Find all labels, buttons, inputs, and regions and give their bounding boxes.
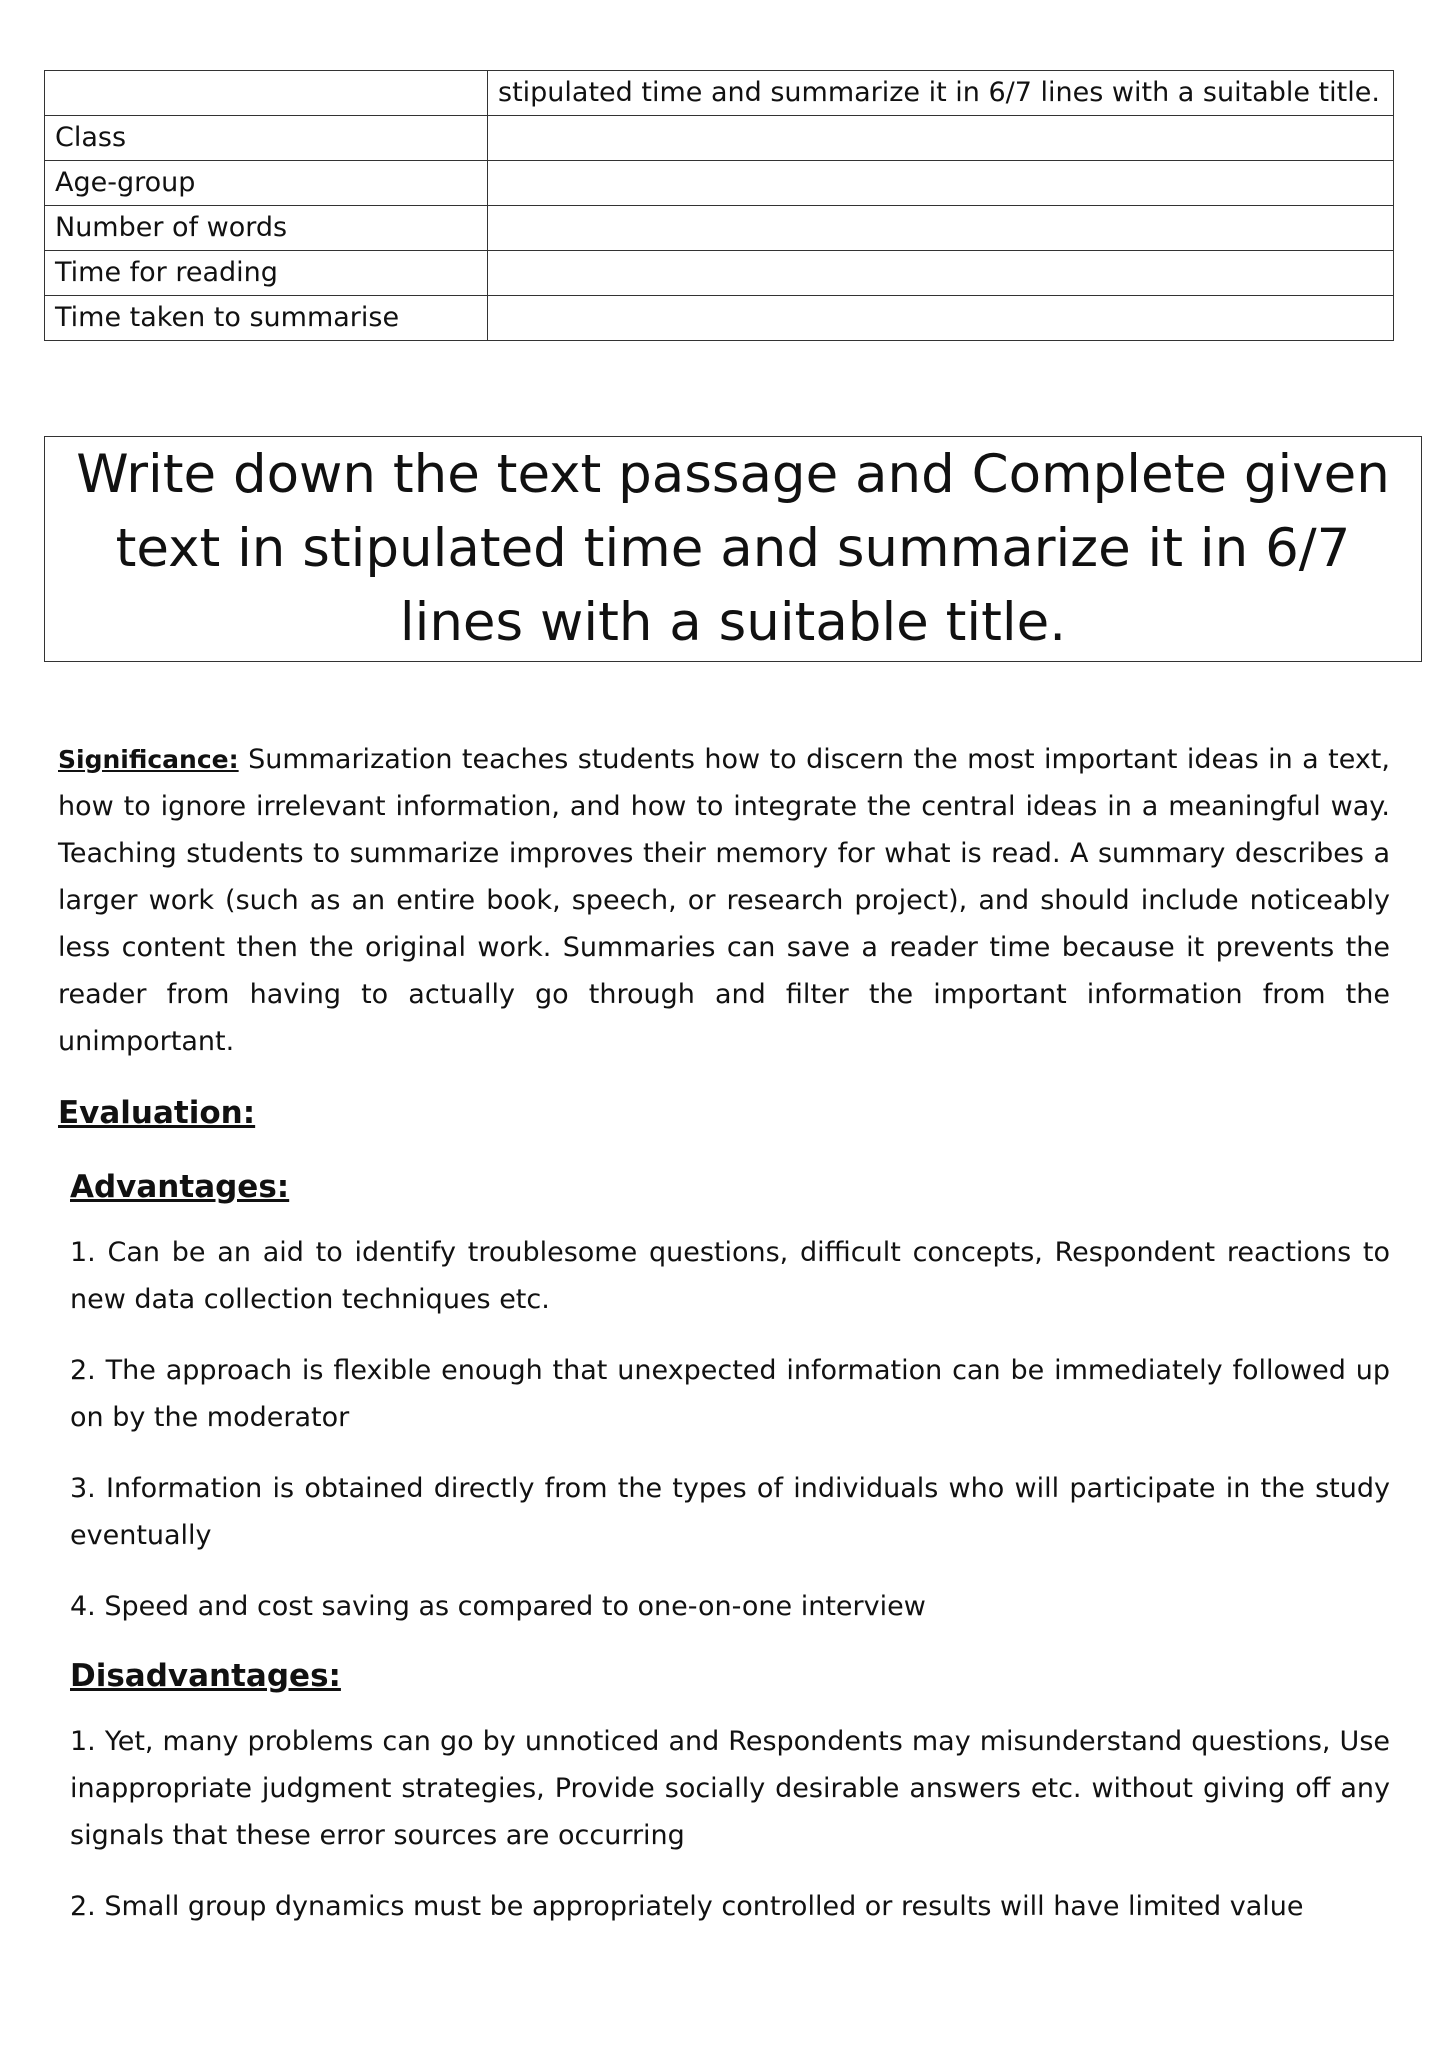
row-value-time-taken	[488, 296, 1394, 341]
list-item: 1. Yet, many problems can go by unnoticed and Respondents may misunderstand questions, Use inappropriate judgment strategies, Provide socially desirable answers etc. without giving off any signals that these error sources are occurring	[70, 1726, 1390, 1851]
table-row	[45, 116, 1394, 161]
title-box	[44, 436, 1422, 662]
row-label-time-for-reading: Time for reading	[45, 251, 488, 296]
advantages-list	[70, 1229, 1390, 1630]
list-item: 4. Speed and cost saving as compared to one-on-one interview	[70, 1591, 926, 1622]
significance-text: Summarization teaches students how to discern the most important ideas in a text, how to ignore irrelevant information, and how to integrate the central ideas in a meaningful way. Teaching students to summarize improves their memory for what is read. A summary describes a larger work (such as an entire book, speech, or research project), and should include noticeably less content then the original work. Summaries can save a reader time because it prevents the reader from having to actually go through and filter the important information from the unimportant.	[58, 744, 1390, 1057]
row-label-time-taken: Time taken to summarise	[45, 296, 488, 341]
table-row	[45, 71, 1394, 116]
list-item: 2. The approach is flexible enough that unexpected information can be immediately followed up on by the moderator	[70, 1355, 1390, 1433]
list-item: 3. Information is obtained directly from the types of individuals who will participate in the study eventually	[70, 1473, 1390, 1551]
table-row	[45, 206, 1394, 251]
row-label-class: Class	[45, 116, 488, 161]
main-content	[58, 736, 1390, 1954]
row-value-age-group	[488, 161, 1394, 206]
significance-label: Significance:	[58, 745, 239, 774]
disadvantages-heading: Disadvantages:	[70, 1658, 341, 1694]
page-title: Write down the text passage and Complete given text in stipulated time and summarize it in 6/7 lines with a suitable title.	[76, 444, 1390, 653]
row-label-number-of-words: Number of words	[45, 206, 488, 251]
disadvantages-list	[70, 1718, 1390, 1930]
info-table	[44, 70, 1394, 341]
table-row	[45, 161, 1394, 206]
advantages-heading: Advantages:	[70, 1169, 290, 1205]
row-value-time-for-reading	[488, 251, 1394, 296]
evaluation-heading: Evaluation:	[58, 1095, 256, 1131]
list-item: 1. Can be an aid to identify troublesome questions, difficult concepts, Respondent reactions to new data collection techniques etc.	[70, 1237, 1390, 1315]
significance-paragraph	[58, 736, 1390, 1065]
table-row	[45, 251, 1394, 296]
row-value-number-of-words	[488, 206, 1394, 251]
row-label-age-group: Age-group	[45, 161, 488, 206]
row-value-class	[488, 116, 1394, 161]
table-cell-top-right: stipulated time and summarize it in 6/7 lines with a suitable title.	[488, 71, 1394, 116]
table-cell-empty	[45, 71, 488, 116]
table-row	[45, 296, 1394, 341]
list-item: 2. Small group dynamics must be appropriately controlled or results will have limited value	[70, 1891, 1304, 1922]
